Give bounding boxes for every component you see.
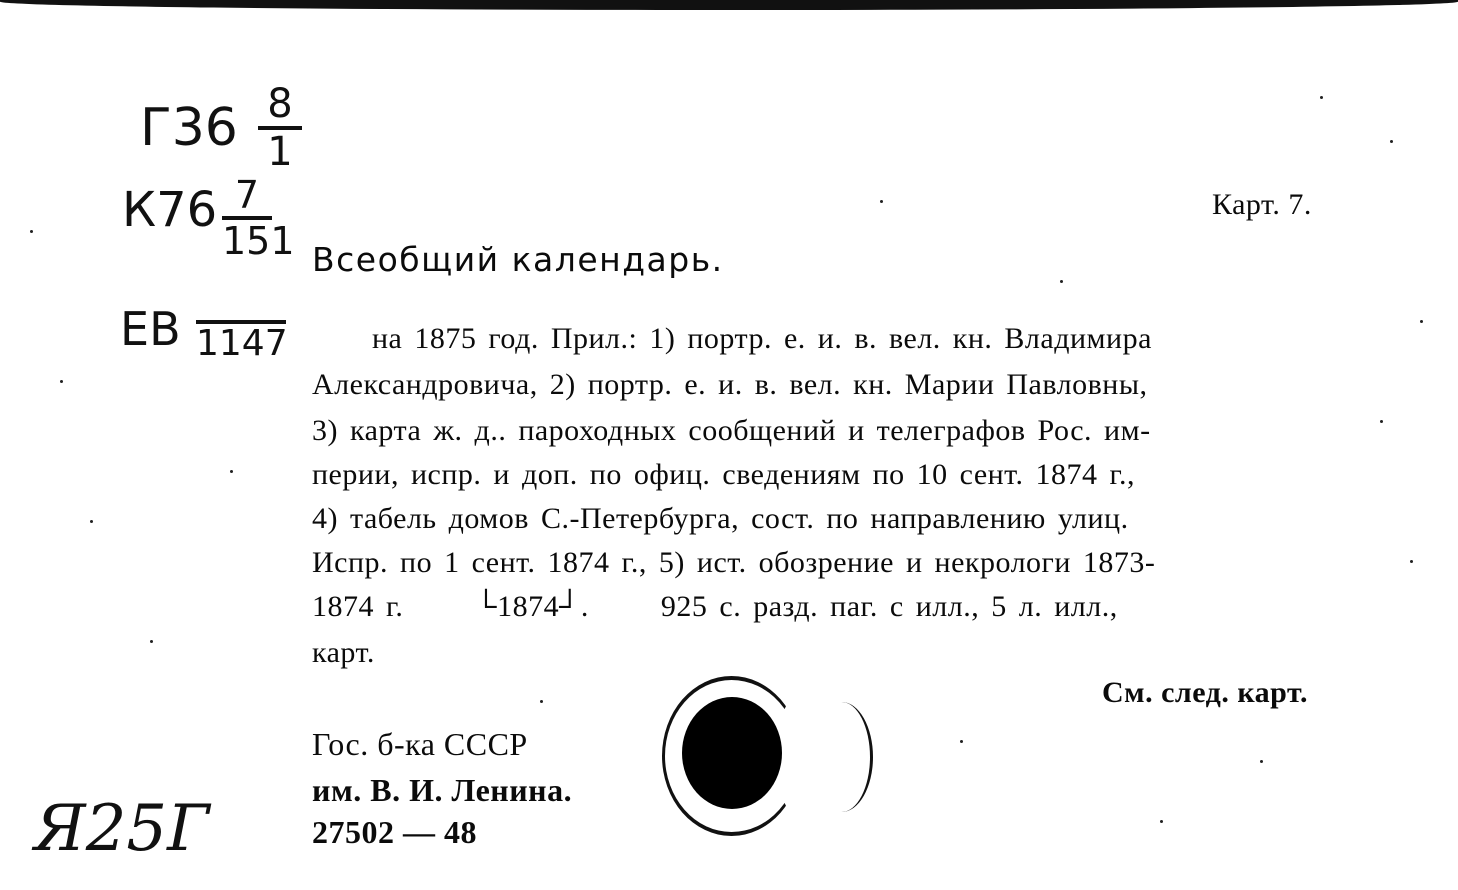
scan-noise <box>1260 760 1263 763</box>
scan-noise <box>60 380 63 383</box>
cipher-1-base: Г36 <box>140 98 238 158</box>
cipher-2-base: К76 <box>122 182 218 238</box>
scan-noise <box>1380 420 1383 423</box>
cipher-2-numerator: 7 <box>234 173 260 217</box>
card-number: Карт. 7. <box>1212 188 1312 221</box>
scan-noise <box>1060 280 1063 283</box>
scan-noise <box>150 640 153 643</box>
punch-hole-arc <box>810 702 873 812</box>
cipher-3-fraction <box>196 318 286 362</box>
cipher-1-fraction <box>258 81 302 175</box>
cipher-2-fraction <box>222 173 295 263</box>
handwritten-shelf-mark: Я25Г <box>34 792 210 866</box>
scan-noise <box>90 520 93 523</box>
scan-noise <box>230 470 233 473</box>
description-line: 4) табель домов С.-Петербурга, сост. по направлению улиц. <box>312 502 1129 535</box>
cipher-3-denominator: 1147 <box>196 323 288 364</box>
description-line: Испр. по 1 сент. 1874 г., 5) ист. обозрение и некрологи 1873- <box>312 546 1156 579</box>
cipher-1-numerator: 8 <box>267 81 293 127</box>
cipher-2-denominator: 151 <box>222 219 295 263</box>
see-next-card-note: См. след. карт. <box>1102 676 1308 709</box>
scan-noise <box>1390 140 1393 143</box>
library-stamp-line: им. В. И. Ленина. <box>312 772 573 808</box>
scan-noise <box>1410 560 1413 563</box>
description-line: на 1875 год. Прил.: 1) портр. е. и. в. вел. кн. Владимира <box>372 322 1152 355</box>
library-stamp-line: Гос. б-ка СССР <box>312 726 528 762</box>
scan-noise <box>30 230 33 233</box>
scan-noise <box>1320 96 1323 99</box>
scan-noise <box>1420 320 1423 323</box>
description-line: перии, испр. и доп. по офиц. сведениям по 10 сент. 1874 г., <box>312 458 1135 491</box>
punch-hole <box>682 697 782 809</box>
record-title: Всеобщий календарь. <box>312 240 724 279</box>
description-line: 3) карта ж. д.. пароходных сообщений и телеграфов Рос. им- <box>312 414 1151 447</box>
description-line: карт. <box>312 636 375 669</box>
cipher-3-base: ЕВ <box>120 302 181 356</box>
description-line: Александровича, 2) портр. е. и. в. вел. кн. Марии Павловны, <box>312 368 1148 401</box>
description-line: 1874 г. └1874┘. 925 с. разд. паг. с илл., 5 л. илл., <box>312 590 1118 623</box>
scan-noise <box>540 700 543 703</box>
library-stamp-line: 27502 — 48 <box>312 814 477 850</box>
scan-noise <box>1160 820 1163 823</box>
scan-noise <box>960 740 963 743</box>
cipher-1-denominator: 1 <box>267 129 293 175</box>
scan-noise <box>880 200 883 203</box>
